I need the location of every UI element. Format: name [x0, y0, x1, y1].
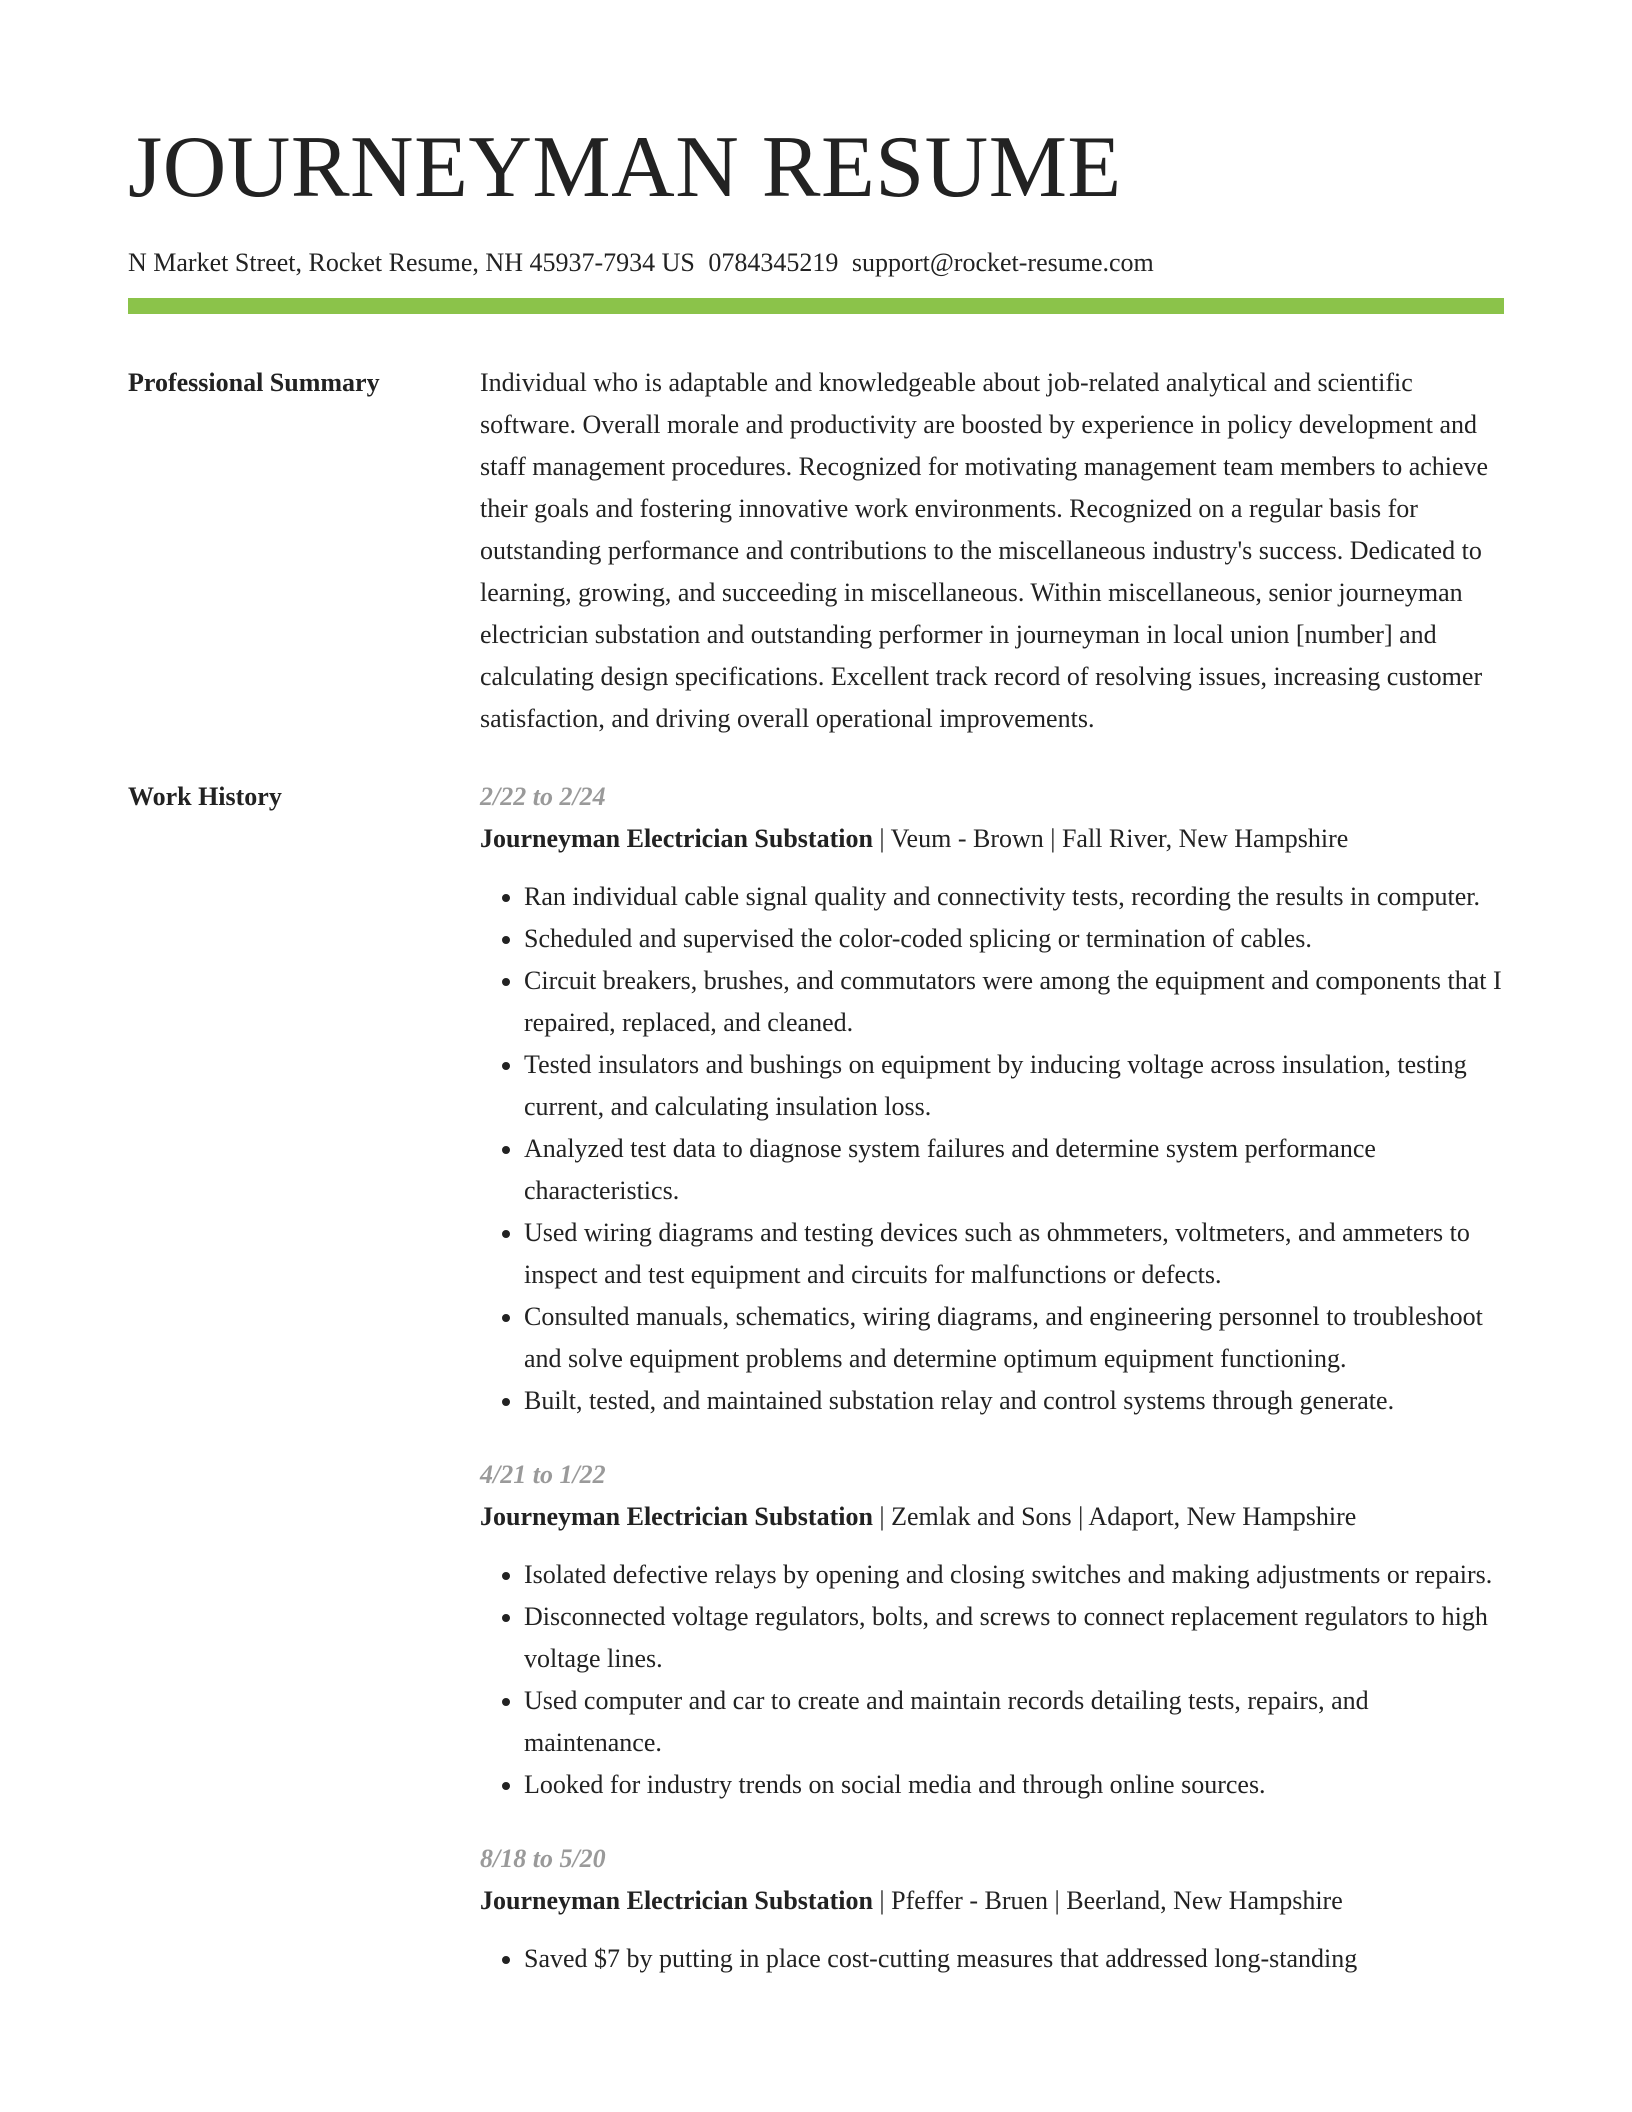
job-heading [480, 1496, 1504, 1538]
job-employer-location: | Veum - Brown | Fall River, New Hampshire [872, 824, 1349, 853]
job-dates: 4/21 to 1/22 [480, 1460, 606, 1489]
professional-summary-section [128, 362, 1504, 740]
list-item: • Circuit breakers, brushes, and commutators were among the equipment and components that I repaired, replaced, and cleaned. [524, 960, 1504, 1044]
resume-page [128, 0, 1504, 2012]
job-title: Journeyman Electrician Substation [480, 824, 873, 853]
contact-address: N Market Street, Rocket Resume, NH 45937-7934 US [128, 248, 695, 277]
list-item: • Ran individual cable signal quality and connectivity tests, recording the results in computer. [524, 876, 1504, 918]
section-body [480, 776, 1504, 2012]
summary-text: Individual who is adaptable and knowledgeable about job-related analytical and scientific software. Overall morale and productivity are boosted by experience in policy development and staff management procedures. Recognized for motivating management team members to achieve their goals and fostering innovative work environments. Recognized on a regular basis for outstanding performance and contributions to the miscellaneous industry's success. Dedicated to learning, growing, and succeeding in miscellaneous. Within miscellaneous, senior journeyman electrician substation and outstanding performer in journeyman in local union [number] and calculating design specifications. Excellent track record of resolving issues, increasing customer satisfaction, and driving overall operational improvements. [480, 368, 1489, 733]
job-title: Journeyman Electrician Substation [480, 1886, 873, 1915]
job-title: Journeyman Electrician Substation [480, 1502, 873, 1531]
section-label: Work History [128, 782, 282, 811]
resume-title: JOURNEYMAN RESUME [128, 119, 1122, 216]
job-entry [480, 776, 1504, 1422]
contact-phone: 0784345219 [708, 248, 839, 277]
list-item: • Tested insulators and bushings on equipment by inducing voltage across insulation, testing current, and calculating insulation loss. [524, 1044, 1504, 1128]
contact-line [128, 246, 1504, 280]
section-body [480, 362, 1504, 740]
job-bullet-list [480, 1554, 1504, 1806]
list-item: • Disconnected voltage regulators, bolts, and screws to connect replacement regulators to high voltage lines. [524, 1596, 1504, 1680]
section-label: Professional Summary [128, 368, 380, 397]
job-bullet-list [480, 876, 1504, 1422]
job-employer-location: | Zemlak and Sons | Adaport, New Hampshire [872, 1502, 1357, 1531]
job-heading [480, 1880, 1504, 1922]
work-history-section [128, 776, 1504, 2012]
job-entry [480, 1838, 1504, 1980]
list-item: • Used wiring diagrams and testing devices such as ohmmeters, voltmeters, and ammeters to inspect and test equipment and circuits for malfunctions or defects. [524, 1212, 1504, 1296]
list-item: • Built, tested, and maintained substation relay and control systems through generate. [524, 1380, 1504, 1422]
job-heading [480, 818, 1504, 860]
list-item: • Looked for industry trends on social media and through online sources. [524, 1764, 1504, 1806]
job-dates: 8/18 to 5/20 [480, 1844, 606, 1873]
job-dates: 2/22 to 2/24 [480, 782, 606, 811]
job-employer-location: | Pfeffer - Bruen | Beerland, New Hampshire [872, 1886, 1343, 1915]
list-item: • Used computer and car to create and maintain records detailing tests, repairs, and maintenance. [524, 1680, 1504, 1764]
list-item: • Scheduled and supervised the color-coded splicing or termination of cables. [524, 918, 1504, 960]
list-item: • Analyzed test data to diagnose system failures and determine system performance characteristics. [524, 1128, 1504, 1212]
list-item: • Isolated defective relays by opening and closing switches and making adjustments or repairs. [524, 1554, 1504, 1596]
header-divider [128, 298, 1504, 314]
job-entry [480, 1454, 1504, 1806]
contact-email: support@rocket-resume.com [851, 248, 1154, 277]
list-item: • Consulted manuals, schematics, wiring diagrams, and engineering personnel to troubleshoot and solve equipment problems and determine optimum equipment functioning. [524, 1296, 1504, 1380]
list-item: • Saved $7 by putting in place cost-cutting measures that addressed long-standing [524, 1938, 1504, 1980]
job-bullet-list [480, 1938, 1504, 1980]
